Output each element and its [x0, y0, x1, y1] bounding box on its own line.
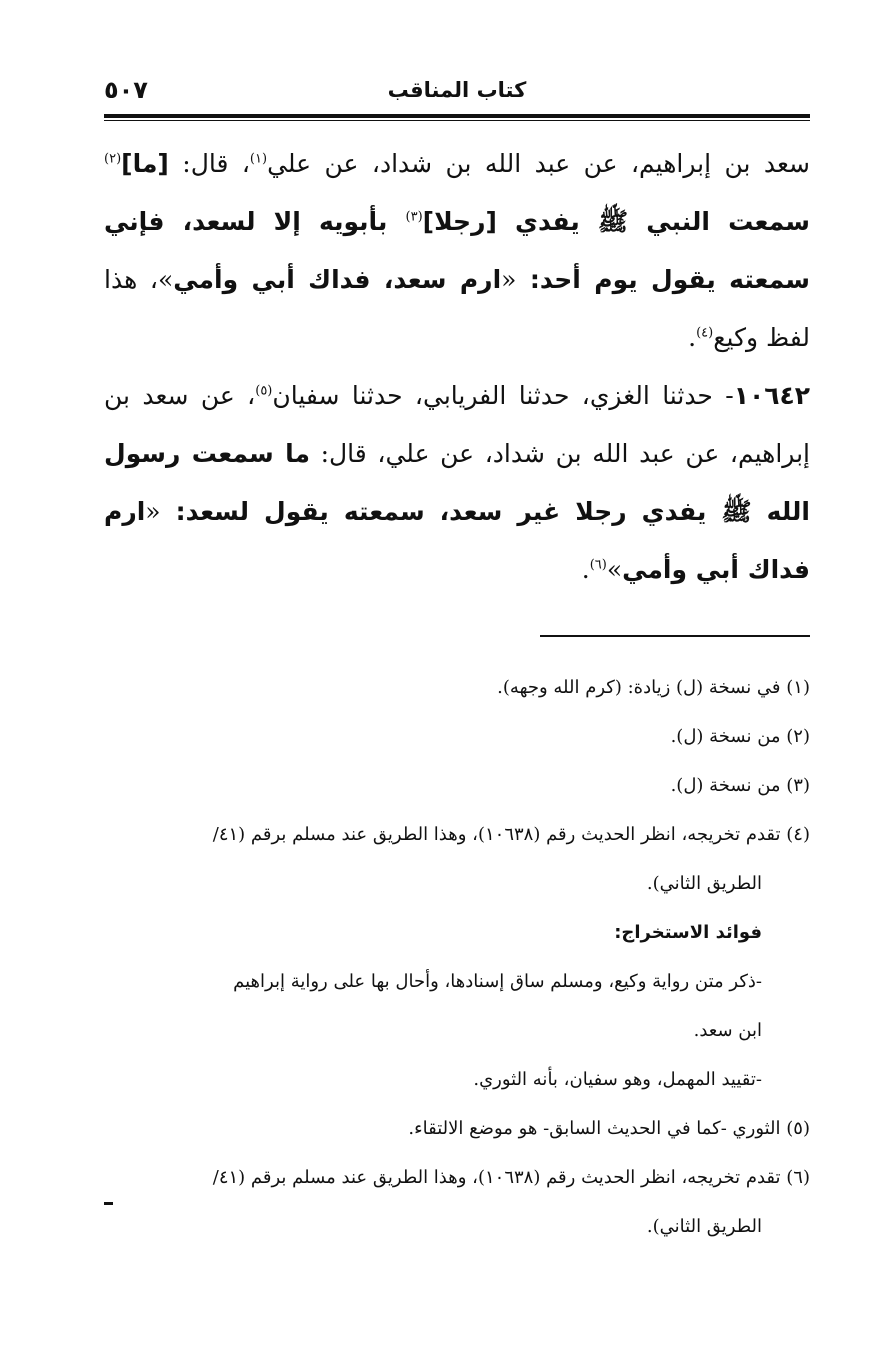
footnote-ref: (٥) — [255, 383, 273, 399]
footnote-ref: (٣) — [405, 209, 423, 225]
footnote-1: (١) في نسخة (ل) زيادة: (كرم الله وجهه). — [497, 677, 810, 698]
book-page — [104, 70, 810, 1251]
footnote-2: (٢) من نسخة (ل). — [670, 726, 810, 747]
paragraph-2: ١٠٦٤٢- حدثنا الغزي، حدثنا الفريابي، حدثنا سفيان$^{(٥)}$، عن سعد بن إبراهيم، عن عبد الله بن شداد، عن علي، قال: ما سمعت رسول الله ﷺ يفدي رجلا غير سعد، سمعته يقول لسعد: «ارم فداك أبي وأمي»$^{(٦)}$. — [104, 381, 810, 584]
benefits-heading: فوائد الاستخراج: — [614, 922, 762, 943]
running-title: كتاب المناقب — [387, 78, 527, 102]
page-number: ٥٠٧ — [104, 76, 148, 104]
hadith-number: ١٠٦٤٢ — [733, 381, 810, 410]
main-text — [104, 135, 810, 599]
footnote-3: (٣) من نسخة (ل). — [670, 775, 810, 796]
footnotes — [104, 663, 810, 1251]
page-mark — [104, 1202, 113, 1205]
benefit-1: -ذكر متن رواية وكيع، ومسلم ساق إسنادها، وأحال بها على رواية إبراهيم — [233, 971, 762, 992]
footnote-ref: (٢) — [104, 151, 122, 167]
footnote-5: (٥) الثوري -كما في الحديث السابق- هو موضع الالتقاء. — [408, 1118, 810, 1139]
footnote-6-continued: الطريق الثاني). — [646, 1216, 762, 1237]
footnote-ref: (٤) — [696, 325, 714, 341]
page-header — [104, 70, 810, 114]
footnote-separator — [540, 635, 810, 637]
header-rule-thin — [104, 120, 810, 121]
header-rule-thick — [104, 114, 810, 118]
footnote-6: (٦) تقدم تخريجه، انظر الحديث رقم (١٠٦٣٨)، وهذا الطريق عند مسلم برقم (٤١/ — [212, 1167, 810, 1188]
footnote-4-continued: الطريق الثاني). — [646, 873, 762, 894]
footnote-ref: (١) — [249, 151, 268, 167]
footnote-4: (٤) تقدم تخريجه، انظر الحديث رقم (١٠٦٣٨)، وهذا الطريق عند مسلم برقم (٤١/ — [212, 824, 810, 845]
benefit-1-continued: ابن سعد. — [693, 1020, 762, 1041]
paragraph-1: سعد بن إبراهيم، عن عبد الله بن شداد، عن علي$^{(١)}$، قال: [ما]$^{(٢)}$ سمعت النبي ﷺ يفدي [رجلا]$^{(٣)}$ بأبويه إلا لسعد، فإني سمعته يقول يوم أحد: «ارم سعد، فداك أبي وأمي»، هذا لفظ وكيع$^{(٤)}$. — [104, 149, 811, 352]
benefit-2: -تقييد المهمل، وهو سفيان، بأنه الثوري. — [473, 1069, 762, 1090]
footnote-ref: (٦) — [589, 557, 607, 573]
